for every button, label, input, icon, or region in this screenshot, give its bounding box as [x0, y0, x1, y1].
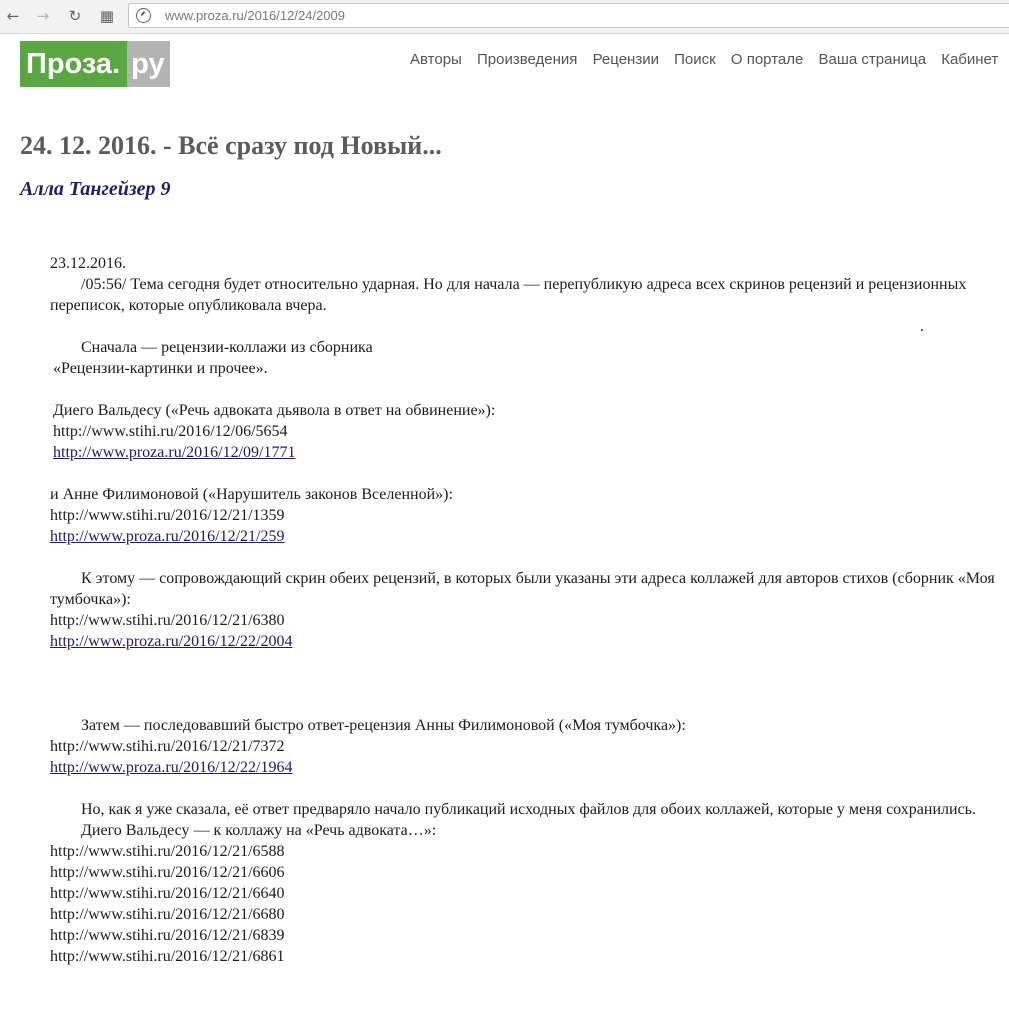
logo-word: Проза [26, 48, 113, 80]
site-info-icon[interactable] [136, 8, 151, 23]
logo-tld-part: ру [127, 41, 169, 87]
spacer [50, 547, 1000, 568]
companion-paragraph: К этому — сопровождающий скрин обеих рецензий, в которых были указаны эти адреса коллажей для авторов стихов (сборник «Моя тумбочка»): [50, 570, 995, 608]
nav-search[interactable]: Поиск [674, 51, 716, 68]
spacer [50, 379, 1000, 400]
nav-reviews[interactable]: Рецензии [592, 51, 659, 68]
source-url-2: http://www.stihi.ru/2016/12/21/6606 [50, 864, 285, 881]
address-bar[interactable] [128, 3, 1009, 28]
date-line: 23.12.2016. [50, 255, 126, 272]
source-url-1: http://www.stihi.ru/2016/12/21/6588 [50, 843, 285, 860]
then-paragraph: Затем — последовавший быстро ответ-рецензия Анны Филимоновой («Моя тумбочка»): [81, 717, 686, 734]
anna-url-1: http://www.stihi.ru/2016/12/21/1359 [50, 507, 285, 524]
collages-intro-line-2: «Рецензии-картинки и прочее». [53, 360, 268, 377]
companion-link-2[interactable]: http://www.proza.ru/2016/12/22/2004 [50, 633, 293, 650]
collages-intro-line-1: Сначала — рецензии-коллажи из сборника [81, 339, 373, 356]
diego-heading: Диего Вальдесу («Речь адвоката дьявола в ответ на обвинение»): [53, 402, 496, 419]
logo-main-part [20, 41, 127, 87]
diego-collage-heading: Диего Вальдесу — к коллажу на «Речь адвоката…»: [81, 822, 437, 839]
forward-icon[interactable]: → [36, 7, 50, 25]
but-paragraph: Но, как я уже сказала, её ответ предваряло начало публикаций исходных файлов для обоих коллажей, которые у меня сохранились. [81, 801, 976, 818]
nav-about[interactable]: О портале [730, 51, 804, 68]
spacer [50, 652, 1000, 715]
anna-heading: и Анне Филимоновой («Нарушитель законов Вселенной»): [50, 486, 453, 503]
companion-url-1: http://www.stihi.ru/2016/12/21/6380 [50, 612, 285, 629]
nav-cabinet[interactable]: Кабинет [941, 51, 999, 68]
reload-icon[interactable]: ↻ [68, 7, 82, 25]
address-url[interactable]: www.proza.ru/2016/12/24/2009 [165, 8, 345, 23]
browser-toolbar [0, 0, 1009, 34]
then-url-1: http://www.stihi.ru/2016/12/21/7372 [50, 738, 285, 755]
page-title: 24. 12. 2016. - Всё сразу под Новый... [20, 131, 442, 160]
then-link-2[interactable]: http://www.proza.ru/2016/12/22/1964 [50, 759, 293, 776]
logo-dot: . [112, 48, 121, 80]
nav-works[interactable]: Произведения [476, 51, 578, 68]
back-icon[interactable]: ← [6, 7, 20, 25]
intro-paragraph: /05:56/ Тема сегодня будет относительно ударная. Но для начала — перепубликую адреса всех скринов рецензий и рецензионных переписок, которые опубликовала вчера. [50, 276, 967, 314]
source-url-3: http://www.stihi.ru/2016/12/21/6640 [50, 885, 285, 902]
source-url-6: http://www.stihi.ru/2016/12/21/6861 [50, 948, 285, 965]
spacer [50, 778, 1000, 799]
nav-your-page[interactable]: Ваша страница [818, 51, 927, 68]
diego-link-2[interactable]: http://www.proza.ru/2016/12/09/1771 [53, 444, 296, 461]
apps-icon[interactable]: ▦ [99, 7, 115, 25]
anna-link-2[interactable]: http://www.proza.ru/2016/12/21/259 [50, 528, 285, 545]
site-logo[interactable] [20, 41, 170, 87]
article-body [50, 253, 1000, 967]
site-nav [410, 51, 1009, 68]
nav-authors[interactable]: Авторы [410, 51, 462, 68]
spacer [50, 463, 1000, 484]
source-url-4: http://www.stihi.ru/2016/12/21/6680 [50, 906, 285, 923]
stray-dot: . [920, 318, 924, 335]
source-url-5: http://www.stihi.ru/2016/12/21/6839 [50, 927, 285, 944]
author-link[interactable]: Алла Тангейзер 9 [20, 178, 171, 200]
diego-url-1: http://www.stihi.ru/2016/12/06/5654 [53, 423, 288, 440]
